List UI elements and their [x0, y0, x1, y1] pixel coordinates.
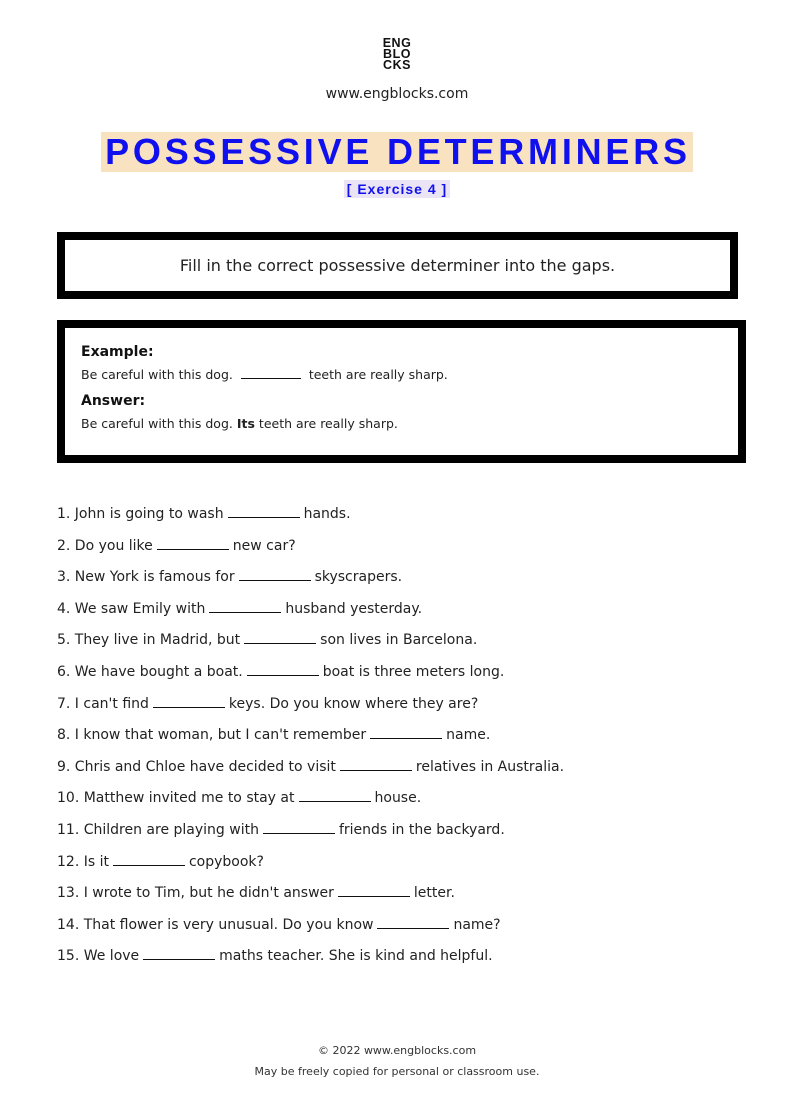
question-text-before: 9. Chris and Chloe have decided to visit: [57, 758, 336, 775]
question-text-after: maths teacher. She is kind and helpful.: [219, 948, 493, 965]
footer-copyright: © 2022 www.engblocks.com: [317, 1044, 477, 1057]
answer-blank[interactable]: [370, 737, 442, 739]
question-text-after: son lives in Barcelona.: [320, 632, 478, 649]
answer-sentence: [81, 416, 730, 431]
answer-blank[interactable]: [244, 642, 316, 644]
footer-note: May be freely copied for personal or classroom use.: [254, 1065, 540, 1078]
answer-blank[interactable]: [377, 927, 449, 929]
answer-blank[interactable]: [340, 769, 412, 771]
title-wrap: [0, 132, 794, 172]
exercise-label: [ Exercise 4 ]: [344, 180, 450, 198]
example-sentence: [81, 367, 730, 382]
question-item: [57, 567, 757, 599]
question-text-before: 12. Is it: [57, 853, 109, 870]
logo-line-1: ENG: [382, 36, 412, 50]
question-item: [57, 757, 757, 789]
question-item: [57, 504, 757, 536]
answer-word: Its: [236, 416, 255, 431]
example-before: Be careful with this dog.: [81, 367, 233, 382]
answer-blank[interactable]: [263, 832, 335, 834]
example-gap: [241, 377, 301, 379]
logo-line-2: BLO: [383, 47, 411, 61]
question-text-after: new car?: [232, 537, 296, 554]
question-text-before: 10. Matthew invited me to stay at: [57, 790, 295, 807]
answer-blank[interactable]: [338, 895, 410, 897]
question-text-after: relatives in Australia.: [415, 758, 565, 775]
question-item: [57, 662, 757, 694]
answer-blank[interactable]: [153, 706, 225, 708]
question-text-before: 6. We have bought a boat.: [57, 663, 243, 680]
question-text-after: name?: [453, 916, 501, 933]
question-list: [57, 504, 757, 978]
answer-blank[interactable]: [299, 800, 371, 802]
answer-blank[interactable]: [239, 579, 311, 581]
question-item: [57, 599, 757, 631]
question-text-before: 4. We saw Emily with: [57, 600, 206, 617]
question-text-after: husband yesterday.: [285, 600, 423, 617]
question-text-before: 2. Do you like: [57, 537, 153, 554]
question-text-before: 11. Children are playing with: [57, 821, 259, 838]
question-item: [57, 915, 757, 947]
question-text-after: keys. Do you know where they are?: [228, 695, 479, 712]
question-text-before: 3. New York is famous for: [57, 569, 235, 586]
example-label: Example:: [81, 344, 154, 360]
example-box: [57, 320, 746, 463]
question-text-before: 7. I can't find: [57, 695, 149, 712]
answer-blank[interactable]: [228, 516, 300, 518]
question-text-after: skyscrapers.: [314, 569, 403, 586]
question-text-before: 8. I know that woman, but I can't remember: [57, 727, 367, 744]
question-text-before: 14. That flower is very unusual. Do you know: [57, 916, 374, 933]
answer-before: Be careful with this dog.: [81, 416, 233, 431]
instruction-text: Fill in the correct possessive determiner into the gaps.: [179, 256, 616, 275]
question-text-after: hands.: [303, 506, 351, 522]
answer-label: Answer:: [81, 393, 146, 409]
question-text-after: letter.: [413, 885, 455, 902]
question-text-before: 5. They live in Madrid, but: [57, 632, 241, 649]
question-text-after: house.: [374, 790, 422, 807]
instruction-box: [57, 232, 738, 299]
question-item: [57, 630, 757, 662]
answer-after: teeth are really sharp.: [258, 416, 398, 431]
engblocks-logo: [0, 38, 794, 71]
logo-line-3: CKS: [383, 58, 411, 72]
question-item: [57, 694, 757, 726]
answer-blank[interactable]: [209, 611, 281, 613]
question-text-before: 1. John is going to wash: [57, 506, 224, 522]
question-item: [57, 852, 757, 884]
question-text-after: name.: [446, 727, 491, 744]
answer-blank[interactable]: [157, 548, 229, 550]
page-title: POSSESSIVE DETERMINERS: [101, 132, 693, 172]
question-item: [57, 725, 757, 757]
question-item: [57, 946, 757, 978]
site-url[interactable]: www.engblocks.com: [325, 86, 469, 102]
question-text-after: copybook?: [188, 853, 264, 870]
question-item: [57, 536, 757, 568]
subtitle-wrap: [0, 179, 794, 198]
answer-blank[interactable]: [113, 864, 185, 866]
question-item: [57, 883, 757, 915]
question-text-before: 13. I wrote to Tim, but he didn't answer: [57, 885, 334, 902]
question-text-before: 15. We love: [57, 948, 140, 965]
question-text-after: boat is three meters long.: [322, 663, 505, 680]
question-item: [57, 788, 757, 820]
question-text-after: friends in the backyard.: [338, 821, 505, 838]
question-item: [57, 820, 757, 852]
answer-blank[interactable]: [143, 958, 215, 960]
answer-blank[interactable]: [247, 674, 319, 676]
example-after: teeth are really sharp.: [308, 367, 448, 382]
